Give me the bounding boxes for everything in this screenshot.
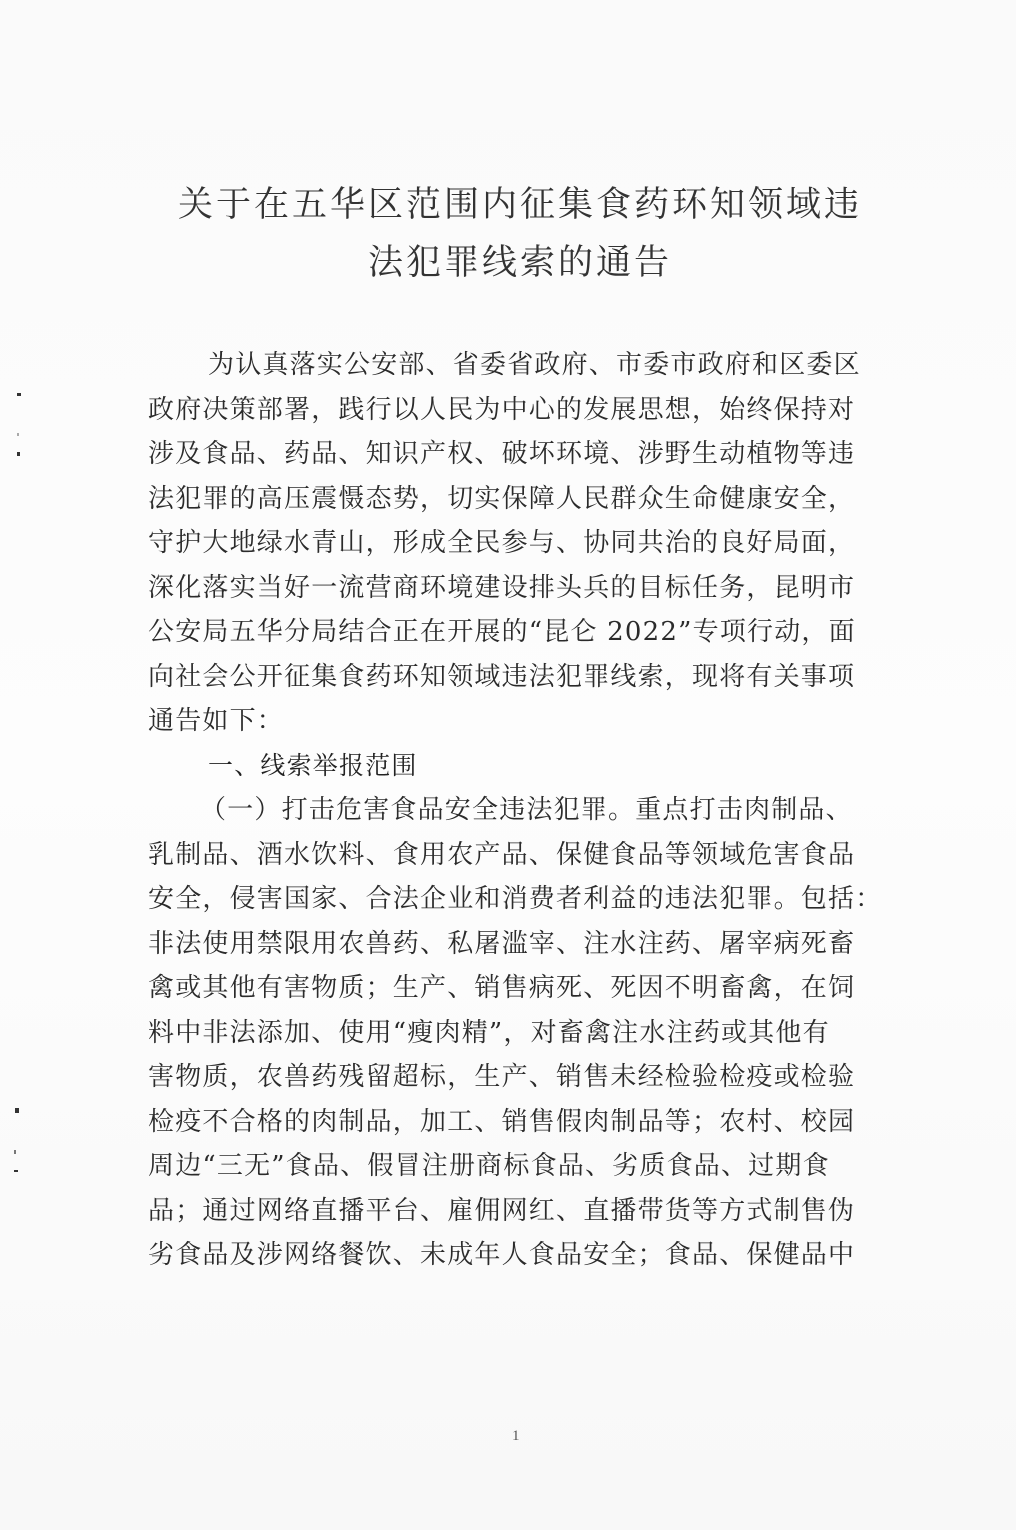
- text-line: 非法使用禁限用农兽药、私屠滥宰、注水注药、屠宰病死畜: [148, 928, 856, 959]
- title-line: 法犯罪线索的通告: [367, 243, 672, 283]
- page-number: 1: [512, 1428, 520, 1444]
- scan-artifact-mark: [14, 1170, 18, 1172]
- scan-artifact-mark: [17, 393, 21, 396]
- text-line: 守护大地绿水青山，形成全民参与、协同共治的良好局面，: [148, 528, 856, 558]
- text-line: 周边“三无”食品、假冒注册商标食品、劣质食品、过期食: [148, 1151, 830, 1181]
- scan-artifact-mark: [14, 1150, 16, 1154]
- text-line: 公安局五华分局结合正在开展的“昆仑 2022”专项行动，面: [148, 617, 856, 647]
- text-line: 为认真落实公安部、省委省政府、市委市政府和区委区: [208, 350, 861, 380]
- scan-artifact-mark: [17, 433, 19, 436]
- text-line: 法犯罪的高压震慑态势，切实保障人民群众生命健康安全，: [148, 483, 856, 514]
- text-line: 品；通过网络直播平台、雇佣网红、直播带货等方式制售伪: [148, 1195, 856, 1226]
- scan-artifact-mark: [15, 1108, 19, 1113]
- text-line: 乳制品、酒水饮料、食用农产品、保健食品等领域危害食品: [148, 839, 856, 870]
- text-line: 安全，侵害国家、合法企业和消费者利益的违法犯罪。包括：: [148, 884, 883, 914]
- intro-paragraph: [148, 343, 896, 744]
- text-line: 害物质，农兽药残留超标，生产、销售未经检验检疫或检验: [148, 1062, 856, 1092]
- document-body: [148, 343, 896, 1278]
- text-line: 检疫不合格的肉制品，加工、销售假肉制品等；农村、校园: [148, 1106, 856, 1137]
- text-line: 政府决策部署，践行以人民为中心的发展思想，始终保持对: [148, 394, 856, 425]
- text-line: 深化落实当好一流营商环境建设排头兵的目标任务，昆明市: [148, 572, 856, 603]
- text-line: （一）打击危害食品安全违法犯罪。重点打击肉制品、: [200, 795, 853, 825]
- title-line: 关于在五华区范围内征集食药环知领域违: [177, 185, 862, 225]
- section-heading: 一、线索举报范围: [208, 750, 418, 780]
- text-line: 向社会公开征集食药环知领域违法犯罪线索，现将有关事项: [148, 661, 856, 692]
- text-line: 禽或其他有害物质；生产、销售病死、死因不明畜禽，在饲: [148, 973, 856, 1003]
- document-title: [140, 176, 900, 292]
- text-line: 通告如下：: [148, 706, 285, 736]
- scan-artifact-mark: [17, 452, 20, 456]
- text-line: 料中非法添加、使用“瘦肉精”，对畜禽注水注药或其他有: [148, 1017, 830, 1048]
- text-line: 涉及食品、药品、知识产权、破坏环境、涉野生动植物等违: [148, 439, 856, 469]
- text-line: 劣食品及涉网络餐饮、未成年人食品安全；食品、保健品中: [148, 1240, 856, 1270]
- subsection-paragraph: [148, 788, 896, 1278]
